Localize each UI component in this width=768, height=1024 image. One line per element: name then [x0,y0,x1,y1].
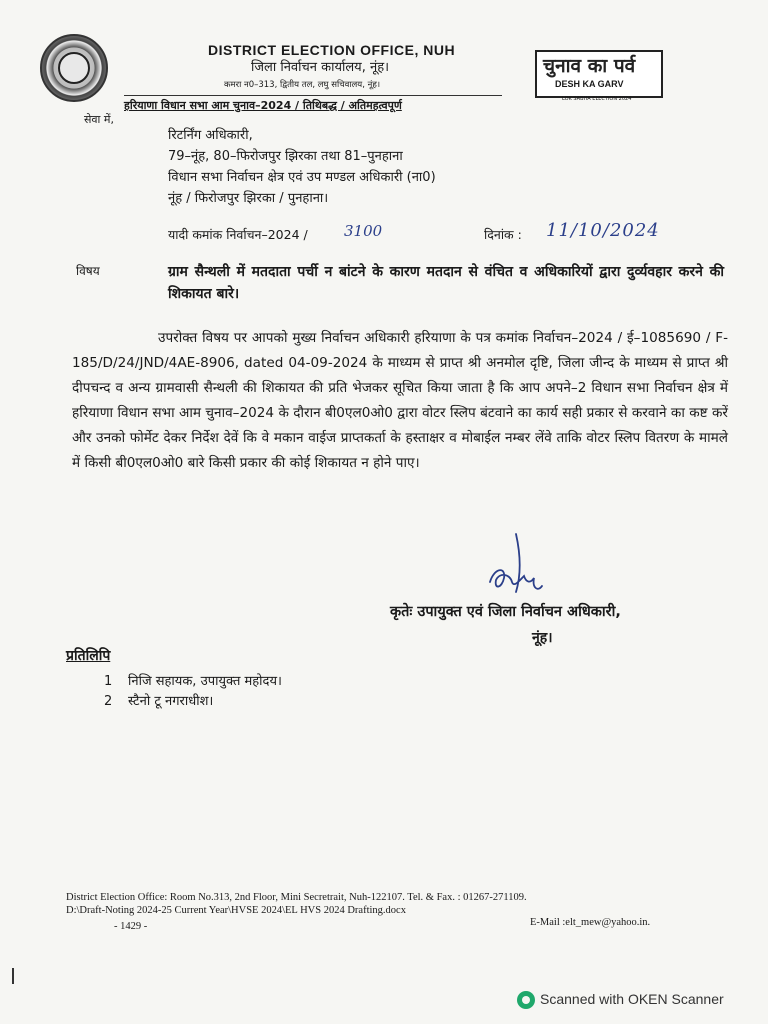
addressee-line: नूंह / फिरोजपुर झिरका / पुनहाना। [168,191,329,206]
chunav-ka-parv-logo [535,50,663,98]
copy-item-number: 2 [104,694,113,709]
header-divider [124,95,502,96]
copy-list [104,671,282,711]
subject-tag: हरियाणा विधान सभा आम चुनाव–2024 / तिथिबद्ध / अतिमहत्वपूर्ण [124,99,402,112]
office-title-hi: जिला निर्वाचन कार्यालय, नूंह। [251,60,390,75]
signatory-designation: कृतेः उपायुक्त एवं जिला निर्वाचन अधिकारी, [390,604,621,620]
reference-label: यादी कमांक निर्वाचन–2024 / [168,227,308,242]
scan-edge-mark [12,968,14,984]
scanner-logo-icon [517,991,535,1009]
copy-label: प्रतिलिपि [66,648,111,664]
addressee-block [168,126,436,210]
handwritten-signature [476,532,556,602]
office-address: कमरा न0–313, द्वितीय तल, लघु सचिवालय, नूंह। [224,80,381,90]
addressee-line: रिटर्निंग अधिकारी, [168,128,253,143]
reference-number: 3100 [344,222,383,240]
subject-label: विषय [76,264,100,278]
copy-item-text: स्टैनो टू नगराधीश। [128,694,214,709]
copy-item [104,671,282,691]
letter-date: 11/10/2024 [546,220,660,241]
addressee-line: 79–नूंह, 80–फिरोजपुर झिरका तथा 81–पुनहाना [168,149,403,164]
footer-address: District Election Office: Room No.313, 2nd Floor, Mini Secretrait, Nuh-122107. Tel. & Fax. : 01267-271109. [66,892,527,903]
date-label: दिनांक : [484,227,522,242]
logo-text-en: DESH KA GARV [555,79,624,89]
office-title-en: DISTRICT ELECTION OFFICE, NUH [208,42,456,58]
signatory-place: नूंह। [532,630,553,646]
scanner-watermark: Scanned with OKEN Scanner [540,991,724,1007]
logo-caption: LOK SABHA ELECTION 2024 [562,96,632,102]
body-text: उपरोक्त विषय पर आपको मुख्य निर्वाचन अधिकारी हरियाणा के पत्र कमांक निर्वाचन–2024 / ई–1085690 / F-185/D/24/JND/4AE-8906, dated 04-09-2024 के माध्यम से प्राप्त श्री अनमोल दृष्टि, जिला जीन्द के माध्यम से प्राप्त श्री दीपचन्द व अन्य ग्रामवासी सैन्थली की शिकायत की प्रति भेजकर सूचित किया जाता है कि आप अपने–2 विधान सभा निर्वाचन क्षेत्र में हरियाणा विधान सभा आम चुनाव–2024 के दौरान बी0एल0ओ0 द्वारा वोटर स्लिप बंटवाने का कार्य सही प्रकार से करवाने का कष्ट करें और उनको फोर्मेट देकर निर्देश देवें कि वे मकान वाईज प्राप्तकर्ता के हस्ताक्षर व मोबाईल नम्बर लेंवे ताकि वोटर स्लिप वितरण के मामले में किसी बी0एल0ओ0 बारे किसी प्रकार की कोई शिकायत न होने पाए। [72,330,728,471]
body-paragraph [72,326,728,476]
haryana-seal-emblem [40,34,108,102]
addressee-line: विधान सभा निर्वाचन क्षेत्र एवं उप मण्डल अधिकारी (ना0) [168,170,436,185]
copy-item-text: निजि सहायक, उपायुक्त महोदय। [128,674,282,689]
footer-page-number: - 1429 - [114,921,148,932]
copy-item-number: 1 [104,674,113,689]
logo-text-hi: चुनाव का पर्व [543,55,636,77]
subject-text: ग्राम सैन्थली में मतदाता पर्ची न बांटने के कारण मतदान से वंचित व अधिकारियों द्वारा दुर्व्यवहार करने की शिकायत बारे। [168,264,724,302]
footer-file-path: D:\Draft-Noting 2024-25 Current Year\HVSE 2024\EL HVS 2024 Drafting.docx [66,905,406,916]
salutation: सेवा में, [84,113,114,126]
copy-item [104,691,282,711]
footer-email: E-Mail :elt_mew@yahoo.in. [530,917,651,928]
